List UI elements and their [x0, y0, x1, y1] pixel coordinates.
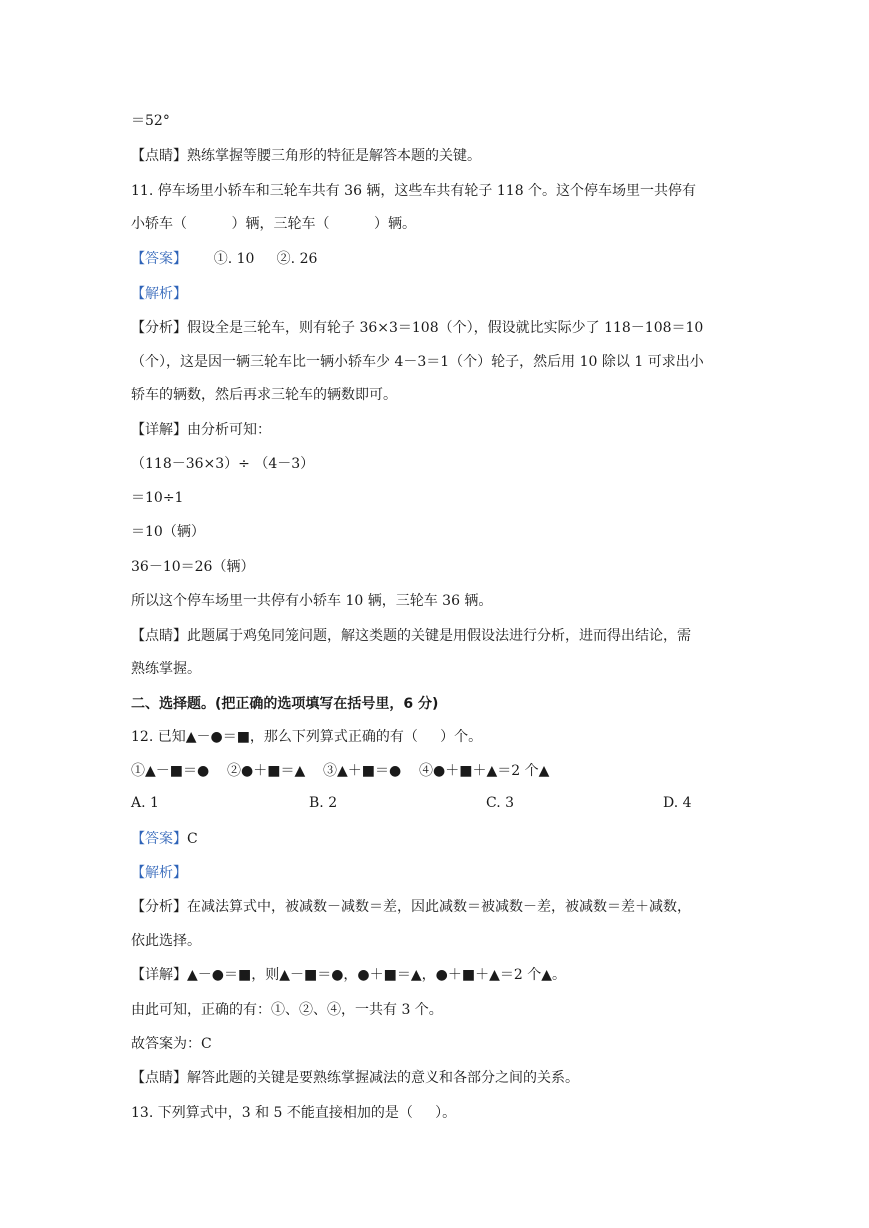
text-line: 熟练掌握。 [131, 661, 201, 677]
option-d: D. 4 [663, 795, 692, 811]
text-line: ＝10÷1 [131, 490, 184, 506]
text-line: ＝10（辆） [131, 524, 205, 540]
text-line: （118－36×3）÷ （4－3） [131, 456, 315, 472]
text-line: 36－10＝26（辆） [131, 559, 255, 575]
answer-line: 【答案】 ①. 10 ②. 26 [131, 251, 318, 267]
fenxi-tag: 【分析】 [131, 320, 187, 336]
text-line: 【详解】▲－●＝■，则▲－■＝●，●＋■＝▲，●＋■＋▲＝2 个▲。 [131, 967, 566, 983]
daan-tag: 【答案】 [131, 251, 187, 267]
option-c: C. 3 [486, 795, 515, 811]
fenxi-tag: 【分析】 [131, 899, 187, 915]
option-b: B. 2 [309, 795, 338, 811]
question-13: 13. 下列算式中，3 和 5 不能直接相加的是（ ）。 [131, 1105, 457, 1121]
question-11: 11. 停车场里小轿车和三轮车共有 36 辆，这些车共有轮子 118 个。这个停车场里一共停有 [131, 183, 697, 199]
text-line: 小轿车（ ）辆，三轮车（ ）辆。 [131, 216, 417, 232]
dianjing-tag: 【点睛】 [131, 1070, 187, 1086]
text-line: 【详解】由分析可知： [131, 422, 271, 438]
dianjing-tag: 【点睛】 [131, 148, 187, 164]
option-a: A. 1 [131, 795, 159, 811]
text-line: 所以这个停车场里一共停有小轿车 10 辆，三轮车 36 辆。 [131, 593, 493, 609]
text-line: （个），这是因一辆三轮车比一辆小轿车少 4－3＝1（个）轮子，然后用 10 除以 1 可求出小 [131, 354, 704, 370]
text-line: 【分析】在减法算式中，被减数－减数＝差，因此减数＝被减数－差，被减数＝差＋减数， [131, 899, 691, 915]
section-heading: 二、选择题。(把正确的选项填写在括号里，6 分) [131, 696, 439, 712]
answer-line: 【答案】C [131, 831, 198, 847]
text-line: ＝52° [131, 113, 170, 129]
text-line: 【点睛】此题属于鸡兔同笼问题，解这类题的关键是用假设法进行分析，进而得出结论，需 [131, 628, 691, 644]
daan-tag: 【答案】 [131, 831, 187, 847]
jiexi-tag: 【解析】 [131, 286, 187, 302]
question-12: 12. 已知▲－●＝■，那么下列算式正确的有（ ）个。 [131, 729, 483, 745]
choice-options [131, 793, 751, 813]
text-line: 依此选择。 [131, 933, 201, 949]
text-line: 由此可知，正确的有：①、②、④，一共有 3 个。 [131, 1002, 443, 1018]
xiangjie-tag: 【详解】 [131, 422, 187, 438]
text-line: ①▲－■＝● ②●＋■＝▲ ③▲＋■＝● ④●＋■＋▲＝2 个▲ [131, 763, 550, 779]
text-line: 故答案为：C [131, 1036, 212, 1052]
text-line: 【点睛】解答此题的关键是要熟练掌握减法的意义和各部分之间的关系。 [131, 1070, 579, 1086]
text-line: 轿车的辆数，然后再求三轮车的辆数即可。 [131, 387, 397, 403]
text-line: 【点睛】熟练掌握等腰三角形的特征是解答本题的关键。 [131, 148, 481, 164]
jiexi-tag: 【解析】 [131, 865, 187, 881]
xiangjie-tag: 【详解】 [131, 967, 187, 983]
text-line: 【分析】假设全是三轮车，则有轮子 36×3＝108（个），假设就比实际少了 118－108＝10 [131, 320, 704, 336]
dianjing-tag: 【点睛】 [131, 628, 187, 644]
